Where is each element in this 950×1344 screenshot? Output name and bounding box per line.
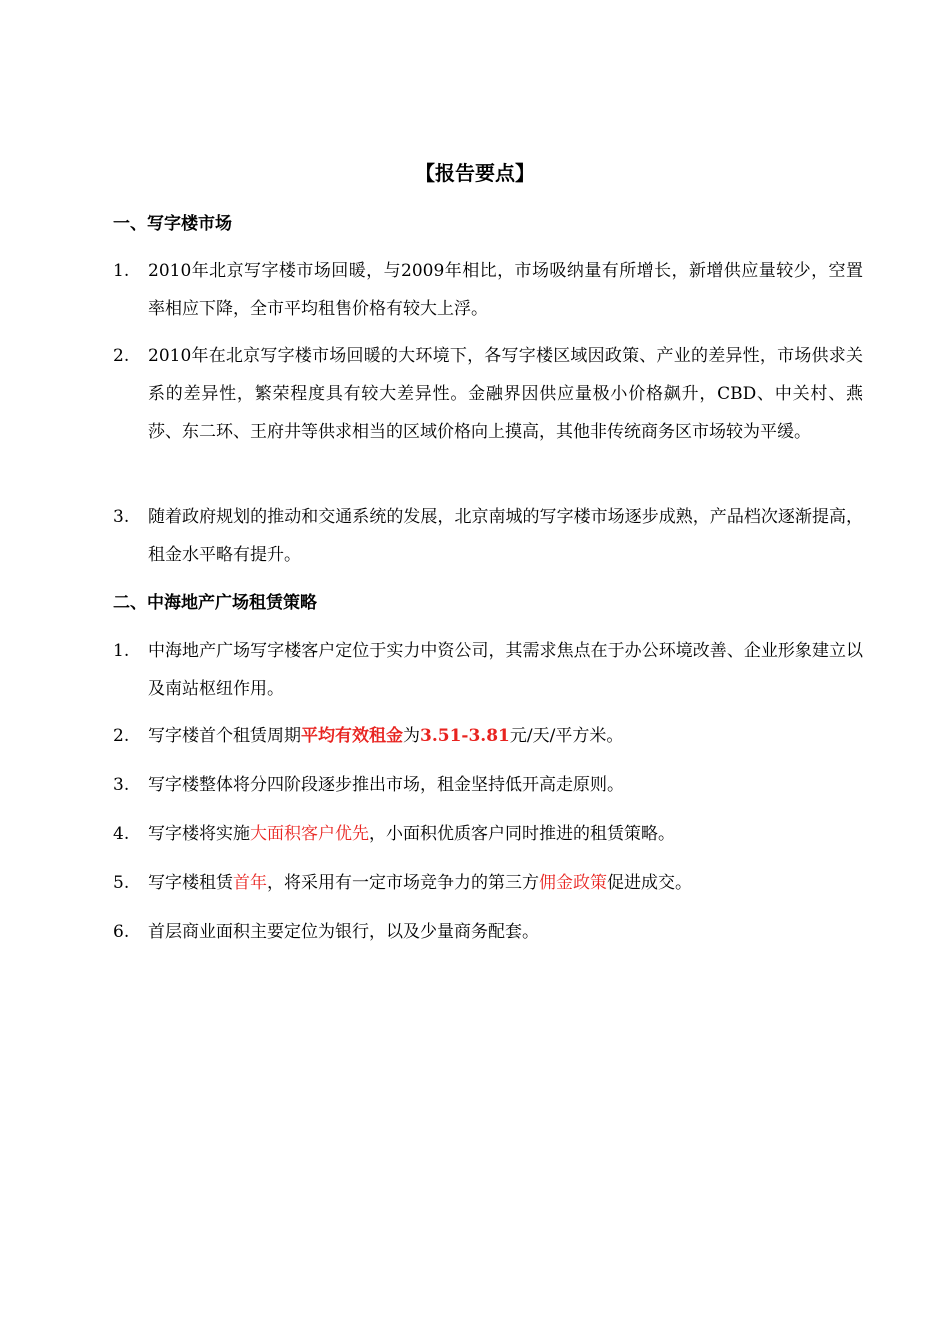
highlight-rent-range: 3.51-3.81 bbox=[420, 726, 510, 746]
section-2-item-5 bbox=[113, 864, 863, 902]
section-1-item-3 bbox=[113, 498, 863, 574]
item-number: 2. bbox=[113, 346, 130, 366]
text-segment: 促进成交。 bbox=[607, 873, 692, 893]
item-text bbox=[148, 717, 863, 755]
item-number: 2. bbox=[113, 726, 130, 746]
item-text bbox=[148, 815, 863, 853]
item-number: 1. bbox=[113, 261, 130, 281]
item-number: 4. bbox=[113, 824, 130, 844]
highlight-commission-policy: 佣金政策 bbox=[539, 873, 607, 893]
section-2-item-4 bbox=[113, 815, 863, 853]
text-segment: 写字楼租赁 bbox=[148, 873, 233, 893]
item-number: 1. bbox=[113, 641, 130, 661]
section-1-heading: 一、写字楼市场 bbox=[113, 214, 232, 234]
report-title: 【报告要点】 bbox=[415, 161, 535, 185]
item-text: 中海地产广场写字楼客户定位于实力中资公司，其需求焦点在于办公环境改善、企业形象建立以及南站枢纽作用。 bbox=[148, 641, 863, 699]
item-number: 6. bbox=[113, 922, 130, 942]
section-2-item-1 bbox=[113, 632, 863, 708]
text-segment: 写字楼将实施 bbox=[148, 824, 250, 844]
text-segment: 写字楼首个租赁周期 bbox=[148, 726, 301, 746]
section-1-item-2 bbox=[113, 337, 863, 451]
item-number: 3. bbox=[113, 507, 130, 527]
text-segment: 为 bbox=[403, 726, 420, 746]
text-segment: ，将采用有一定市场竞争力的第三方 bbox=[267, 873, 539, 893]
section-2-item-6 bbox=[113, 913, 863, 951]
item-text: 2010年北京写字楼市场回暖，与2009年相比，市场吸纳量有所增长，新增供应量较少，空置率相应下降，全市平均租售价格有较大上浮。 bbox=[148, 261, 863, 319]
item-text: 随着政府规划的推动和交通系统的发展，北京南城的写字楼市场逐步成熟，产品档次逐渐提高，租金水平略有提升。 bbox=[148, 507, 863, 565]
item-number: 5. bbox=[113, 873, 130, 893]
section-2-heading: 二、中海地产广场租赁策略 bbox=[113, 593, 317, 613]
highlight-avg-effective-rent: 平均有效租金 bbox=[301, 726, 403, 746]
section-2-item-2 bbox=[113, 717, 863, 755]
text-segment: 元/天/平方米。 bbox=[509, 726, 624, 746]
item-number: 3. bbox=[113, 775, 130, 795]
item-text: 2010年在北京写字楼市场回暖的大环境下，各写字楼区域因政策、产业的差异性，市场供求关系的差异性，繁荣程度具有较大差异性。金融界因供应量极小价格飙升，CBD、中关村、燕莎、东二环、王府井等供求相当的区域价格向上摸高，其他非传统商务区市场较为平缓。 bbox=[148, 346, 863, 442]
section-2-item-3 bbox=[113, 766, 863, 804]
section-1-item-1 bbox=[113, 252, 863, 328]
highlight-large-area-priority: 大面积客户优先 bbox=[250, 824, 369, 844]
item-text: 写字楼整体将分四阶段逐步推出市场，租金坚持低开高走原则。 bbox=[148, 775, 624, 795]
text-segment: ，小面积优质客户同时推进的租赁策略。 bbox=[369, 824, 675, 844]
item-text bbox=[148, 864, 863, 902]
highlight-first-year: 首年 bbox=[233, 873, 267, 893]
item-text: 首层商业面积主要定位为银行，以及少量商务配套。 bbox=[148, 922, 539, 942]
